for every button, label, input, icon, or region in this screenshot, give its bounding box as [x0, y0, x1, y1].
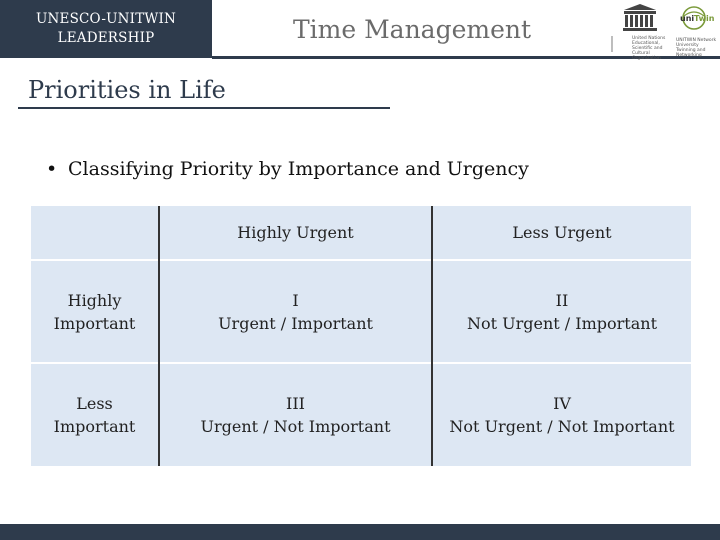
brand-box	[0, 0, 212, 58]
unitwin-caption: UNITWIN Network University Twinning and Networking	[676, 38, 717, 58]
matrix-corner-cell	[31, 206, 158, 259]
row-header-line: Less	[76, 394, 113, 413]
quadrant-label: Urgent / Not Important	[200, 417, 391, 436]
row-header-less-important	[31, 364, 158, 466]
col-header-less-urgent	[433, 206, 691, 259]
col-header-highly-urgent	[160, 206, 431, 259]
quadrant-numeral: I	[292, 290, 299, 310]
unitwin-globe-icon	[674, 4, 718, 38]
header-title: Time Management	[292, 14, 532, 44]
bullet-item	[46, 158, 529, 180]
brand-line-2: LEADERSHIP	[57, 30, 155, 46]
brand-line-1: UNESCO-UNITWIN	[35, 11, 177, 27]
col-header-label: Highly Urgent	[237, 223, 354, 242]
matrix-divider-vertical	[431, 206, 433, 466]
row-header-highly-important	[31, 261, 158, 362]
unesco-logo	[604, 4, 672, 61]
quadrant-label: Urgent / Important	[218, 313, 373, 333]
unitwin-logo	[674, 4, 718, 58]
section-underline	[18, 107, 390, 109]
bullet-marker: •	[46, 158, 58, 180]
footer-bar	[0, 524, 720, 540]
quadrant-label: Not Urgent / Not Important	[449, 417, 675, 436]
row-header-line: Important	[53, 417, 136, 436]
quadrant-numeral: IV	[553, 394, 571, 413]
section-title: Priorities in Life	[28, 76, 226, 104]
quadrant-label: Not Urgent / Important	[466, 313, 657, 333]
col-header-label: Less Urgent	[512, 223, 612, 242]
row-header-line: Highly	[67, 290, 122, 310]
quadrant-numeral: II	[555, 290, 569, 310]
quadrant-2-cell	[433, 261, 691, 362]
svg-text:Twin: Twin	[694, 14, 715, 23]
quadrant-1-cell	[160, 261, 431, 362]
slide-header	[0, 0, 720, 61]
quadrant-4-cell	[433, 364, 691, 466]
unesco-caption: United Nations Educational, Scientific and Cultural Organization	[632, 36, 666, 61]
matrix-divider-vertical	[158, 206, 160, 466]
svg-text:uni: uni	[680, 14, 695, 23]
row-header-line: Important	[53, 313, 136, 333]
quadrant-3-cell	[160, 364, 431, 466]
priority-matrix	[31, 206, 691, 466]
quadrant-numeral: III	[286, 394, 305, 413]
bullet-text: Classifying Priority by Importance and Urgency	[68, 158, 529, 180]
